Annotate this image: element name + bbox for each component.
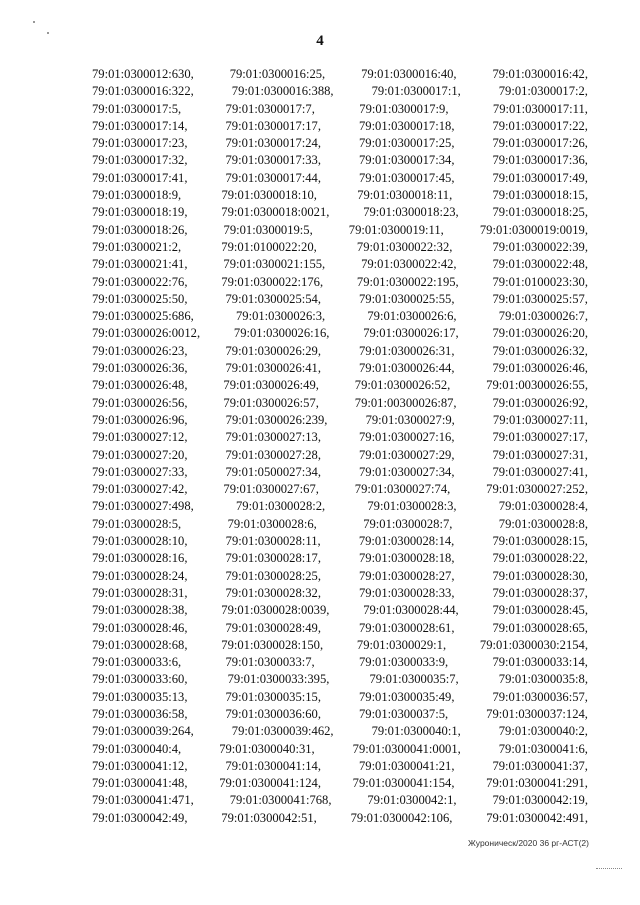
cadastral-number: 79:01:0300021:2, [92,239,182,254]
cadastral-number: 79:01:0300027:13, [225,430,321,445]
cadastral-number: 79:01:0300035:15, [225,689,321,704]
cadastral-number: 79:01:0300017:32, [92,153,188,168]
cadastral-number: 79:01:0300017:41, [92,170,188,185]
cadastral-number: 79:01:0300028:37, [492,585,588,600]
cadastral-number: 79:01:0300017:45, [358,170,455,185]
cadastral-number: 79:01:0300028:15, [492,534,588,549]
cadastral-number: 79:01:0300042:51, [221,810,317,825]
cadastral-number: 79:01:0300017:2, [498,84,588,99]
text-line [92,118,588,135]
cadastral-number: 79:01:0300022:39, [492,239,588,254]
cadastral-number: 79:01:0300022:42, [361,257,457,272]
text-line [92,723,588,740]
cadastral-number: 79:01:0300027:33, [92,464,188,479]
cadastral-number: 79:01:0300026:36, [92,361,188,376]
cadastral-number: 79:01:0300028:38, [92,603,188,618]
cadastral-number: 79:01:0300028:32, [225,585,321,600]
cadastral-number: 79:01:0300019:11, [348,222,444,237]
cadastral-number: 79:01:0300026:239, [225,412,328,427]
cadastral-number: 79:01:0300028:8, [498,516,588,531]
cadastral-number: 79:01:0300028:27, [358,568,455,583]
text-line [92,654,588,671]
cadastral-number: 79:01:0300017:23, [92,136,188,151]
text-line [92,291,588,308]
cadastral-number: 79:01:0300040:1, [371,724,461,739]
cadastral-number: 79:01:0300025:55, [358,291,455,306]
text-line [92,481,588,498]
cadastral-number: 79:01:0300017:34, [358,153,455,168]
cadastral-number: 79:01:0300027:67, [223,482,319,497]
cadastral-number: 79:01:0300019:0019, [479,222,588,237]
cadastral-number: 79:01:0300016:322, [92,84,194,99]
cadastral-number: 79:01:0300018:23, [363,205,459,220]
cadastral-number: 79:01:0300027:11, [492,412,588,427]
text-line [92,256,588,273]
cadastral-number: 79:01:0300026:17, [363,326,459,341]
cadastral-number: 79:01:0300039:264, [92,724,194,739]
text-line [92,343,588,360]
cadastral-number: 79:01:0300017:5, [92,101,182,116]
text-line [92,637,588,654]
cadastral-number: 79:01:0300042:106, [350,810,453,825]
page-number: 4 [316,33,324,49]
cadastral-number: 79:01:0300026:3, [235,309,326,324]
cadastral-number: 79:01:0300027:20, [92,447,188,462]
cadastral-number: 79:01:0300026:56, [92,395,188,410]
cadastral-number: 79:01:0300035:49, [358,689,455,704]
cadastral-number: 79:01:0300041:0001, [352,741,461,756]
cadastral-number: 79:01:00300026:87, [354,395,457,410]
cadastral-number: 79:01:0300018:9, [92,188,182,203]
cadastral-number: 79:01:0300028:0039, [221,603,330,618]
scan-edge-mark [596,868,622,869]
cadastral-number: 79:01:0300018:26, [92,222,188,237]
cadastral-number: 79:01:0300035:8, [498,672,588,687]
cadastral-number: 79:01:0300027:17, [492,430,588,445]
cadastral-number: 79:01:0300026:57, [223,395,319,410]
cadastral-number: 79:01:0300027:28, [225,447,321,462]
cadastral-number: 79:01:0300027:12, [92,430,188,445]
cadastral-number: 79:01:0500027:34, [225,464,321,479]
cadastral-number: 79:01:0300036:58, [92,706,188,721]
cadastral-number: 79:01:0300028:25, [225,568,321,583]
cadastral-number: 79:01:0300022:48, [492,257,588,272]
text-line [92,360,588,377]
text-line [92,516,588,533]
text-line [92,671,588,688]
cadastral-number: 79:01:0300026:31, [358,343,455,358]
cadastral-number: 79:01:0300035:7, [369,672,459,687]
cadastral-number: 79:01:0300028:46, [92,620,188,635]
cadastral-number: 79:01:0300027:252, [486,482,588,497]
cadastral-number: 79:01:0300028:6, [227,516,317,531]
text-line [92,464,588,481]
cadastral-number: 79:01:0300029:1, [356,637,447,652]
cadastral-number: 79:01:0300042:1, [367,793,457,808]
cadastral-number: 79:01:0300028:150, [221,637,324,652]
cadastral-number: 79:01:0300026:16, [233,326,330,341]
cadastral-number: 79:01:0300028:31, [92,585,188,600]
cadastral-number: 79:01:0300041:6, [498,741,588,756]
cadastral-number: 79:01:0300030:2154, [479,637,588,652]
text-line [92,101,588,118]
text-line [92,170,588,187]
text-line [92,66,588,83]
cadastral-number: 79:01:0300041:124, [219,776,321,791]
cadastral-number: 79:01:0300026:7, [498,309,588,324]
cadastral-number: 79:01:0300033:7, [225,655,315,670]
cadastral-number: 79:01:0300037:124, [486,706,588,721]
text-line [92,83,588,100]
cadastral-number: 79:01:0300035:13, [92,689,188,704]
cadastral-number: 79:01:0300025:54, [225,291,321,306]
cadastral-number: 79:01:0300026:48, [92,378,188,393]
cadastral-number: 79:01:0300042:491, [486,810,588,825]
cadastral-number: 79:01:0300028:61, [358,620,455,635]
cadastral-number: 79:01:0300027:31, [492,447,588,462]
cadastral-number: 79:01:0300028:11, [225,534,321,549]
cadastral-number: 79:01:0300028:65, [492,620,588,635]
cadastral-number: 79:01:0300018:11, [357,188,453,203]
cadastral-number: 79:01:0300017:9, [359,101,449,116]
text-line [92,758,588,775]
cadastral-number: 79:01:0300026:0012, [92,326,201,341]
cadastral-number: 79:01:0300027:34, [358,464,455,479]
text-line [92,602,588,619]
cadastral-number: 79:01:0300017:24, [225,136,321,151]
cadastral-number: 79:01:0300026:6, [367,309,457,324]
cadastral-number: 79:01:0300025:57, [492,291,588,306]
cadastral-number: 79:01:0300017:22, [492,118,588,133]
text-line [92,377,588,394]
cadastral-number: 79:01:0300041:768, [229,793,332,808]
cadastral-number: 79:01:0300027:42, [92,482,188,497]
cadastral-number: 79:01:0300028:68, [92,637,188,652]
cadastral-number: 79:01:0300028:10, [92,534,188,549]
cadastral-number: 79:01:0300017:49, [492,170,588,185]
cadastral-number: 79:01:0300041:291, [486,776,588,791]
text-line [92,568,588,585]
cadastral-number: 79:01:0300018:10, [221,188,317,203]
text-line [92,792,588,809]
cadastral-number: 79:01:0300025:686, [92,309,194,324]
cadastral-number: 79:01:0300033:14, [492,655,588,670]
text-line [92,689,588,706]
cadastral-number: 79:01:0300028:16, [92,551,188,566]
text-line [92,429,588,446]
cadastral-number: 79:01:0300040:31, [219,741,315,756]
cadastral-number: 79:01:0300028:33, [358,585,455,600]
cadastral-number: 79:01:0300026:32, [492,343,588,358]
cadastral-number: 79:01:0300016:42, [492,67,588,81]
cadastral-number: 79:01:0100023:30, [492,274,588,289]
cadastral-number: 79:01:0300028:44, [363,603,459,618]
cadastral-number: 79:01:0300040:2, [498,724,588,739]
cadastral-number: 79:01:0300022:176, [221,274,324,289]
cadastral-number: 79:01:0300028:24, [92,568,188,583]
cadastral-number: 79:01:0300033:9, [358,655,449,670]
cadastral-number: 79:01:0300028:49, [225,620,321,635]
cadastral-number: 79:01:0300022:195, [356,274,459,289]
cadastral-number: 79:01:0300017:11, [492,101,588,116]
cadastral-number: 79:01:0300026:29, [225,343,321,358]
cadastral-number: 79:01:0300041:154, [352,776,455,791]
text-line [92,620,588,637]
cadastral-number: 79:01:0300018:25, [492,205,588,220]
cadastral-number: 79:01:0300026:44, [358,361,455,376]
text-line [92,239,588,256]
cadastral-number: 79:01:0300027:29, [358,447,455,462]
text-line [92,447,588,464]
cadastral-number: 79:01:0300033:60, [92,672,188,687]
cadastral-number: 79:01:00300026:55, [486,378,588,393]
cadastral-number: 79:01:0300036:60, [225,706,321,721]
cadastral-number: 79:01:0300017:17, [225,118,321,133]
cadastral-number: 79:01:0300017:1, [371,84,461,99]
cadastral-number: 79:01:0300017:18, [358,118,455,133]
cadastral-number: 79:01:0300028:5, [92,516,182,531]
text-line [92,325,588,342]
cadastral-number: 79:01:0300016:388, [231,84,334,99]
cadastral-number: 79:01:0300025:50, [92,291,188,306]
text-line [92,395,588,412]
cadastral-number: 79:01:0300026:46, [492,361,588,376]
text-line [92,741,588,758]
text-line [92,135,588,152]
cadastral-number: 79:01:0300042:19, [492,793,588,808]
text-line [92,533,588,550]
cadastral-number: 79:01:0300026:96, [92,412,188,427]
cadastral-number: 79:01:0300026:20, [492,326,588,341]
cadastral-number: 79:01:0100022:20, [221,239,317,254]
text-line [92,706,588,723]
cadastral-number: 79:01:0300021:41, [92,257,188,272]
text-line [92,152,588,169]
cadastral-number: 79:01:0300041:14, [225,758,321,773]
cadastral-number: 79:01:0300028:14, [358,534,455,549]
cadastral-number: 79:01:0300041:48, [92,776,188,791]
cadastral-number: 79:01:0300027:9, [365,412,455,427]
text-line [92,550,588,567]
cadastral-number: 79:01:0300040:4, [92,741,182,756]
cadastral-number: 79:01:0300021:155, [223,257,326,272]
text-line [92,498,588,515]
cadastral-number: 79:01:0300017:44, [225,170,321,185]
cadastral-number: 79:01:0300026:23, [92,343,188,358]
cadastral-number: 79:01:0300037:5, [358,706,449,721]
cadastral-number: 79:01:0300033:6, [92,655,182,670]
cadastral-number: 79:01:0300041:37, [492,758,588,773]
cadastral-number-list [92,66,588,827]
cadastral-number: 79:01:0300017:25, [358,136,455,151]
cadastral-number: 79:01:0300017:33, [225,153,321,168]
text-line [92,187,588,204]
text-line [92,274,588,291]
cadastral-number: 79:01:0300041:21, [358,758,455,773]
scan-speck [47,32,49,34]
cadastral-number: 79:01:0300017:14, [92,118,188,133]
cadastral-number: 79:01:0300028:3, [367,499,457,514]
cadastral-number: 79:01:0300041:12, [92,758,188,773]
text-line [92,308,588,325]
cadastral-number: 79:01:0300027:16, [358,430,455,445]
cadastral-number: 79:01:0300018:15, [492,188,588,203]
cadastral-number: 79:01:0300041:471, [92,793,194,808]
cadastral-number: 79:01:0300022:32, [356,239,453,254]
text-line [92,222,588,239]
cadastral-number: 79:01:0300028:22, [492,551,588,566]
text-line [92,204,588,221]
text-line [92,412,588,429]
text-line [92,775,588,792]
cadastral-number: 79:01:0300026:49, [223,378,319,393]
cadastral-number: 79:01:0300017:36, [492,153,588,168]
text-line [92,810,588,827]
scan-speck [33,21,35,23]
cadastral-number: 79:01:0300022:76, [92,274,188,289]
cadastral-number: 79:01:0300026:52, [354,378,451,393]
cadastral-number: 79:01:0300018:0021, [221,205,330,220]
cadastral-number: 79:01:0300027:41, [492,464,588,479]
document-reference: Журоническ/2020 36 рг-АСТ(2) [468,838,589,848]
cadastral-number: 79:01:0300027:498, [92,499,194,514]
cadastral-number: 79:01:0300026:41, [225,361,321,376]
cadastral-number: 79:01:0300028:4, [498,499,588,514]
cadastral-number: 79:01:0300012:630, [92,67,194,81]
cadastral-number: 79:01:0300016:25, [229,67,326,81]
cadastral-number: 79:01:0300027:74, [354,482,451,497]
cadastral-number: 79:01:0300028:17, [225,551,321,566]
cadastral-number: 79:01:0300017:26, [492,136,588,151]
cadastral-number: 79:01:0300042:49, [92,810,188,825]
cadastral-number: 79:01:0300028:45, [492,603,588,618]
cadastral-number: 79:01:0300036:57, [492,689,588,704]
cadastral-number: 79:01:0300028:2, [235,499,326,514]
text-line [92,585,588,602]
cadastral-number: 79:01:0300019:5, [223,222,313,237]
cadastral-number: 79:01:0300028:7, [363,516,453,531]
cadastral-number: 79:01:0300017:7, [225,101,315,116]
cadastral-number: 79:01:0300039:462, [231,724,334,739]
cadastral-number: 79:01:0300016:40, [361,67,457,81]
cadastral-number: 79:01:0300026:92, [492,395,588,410]
cadastral-number: 79:01:0300018:19, [92,205,188,220]
cadastral-number: 79:01:0300033:395, [227,672,330,687]
cadastral-number: 79:01:0300028:30, [492,568,588,583]
cadastral-number: 79:01:0300028:18, [358,551,455,566]
